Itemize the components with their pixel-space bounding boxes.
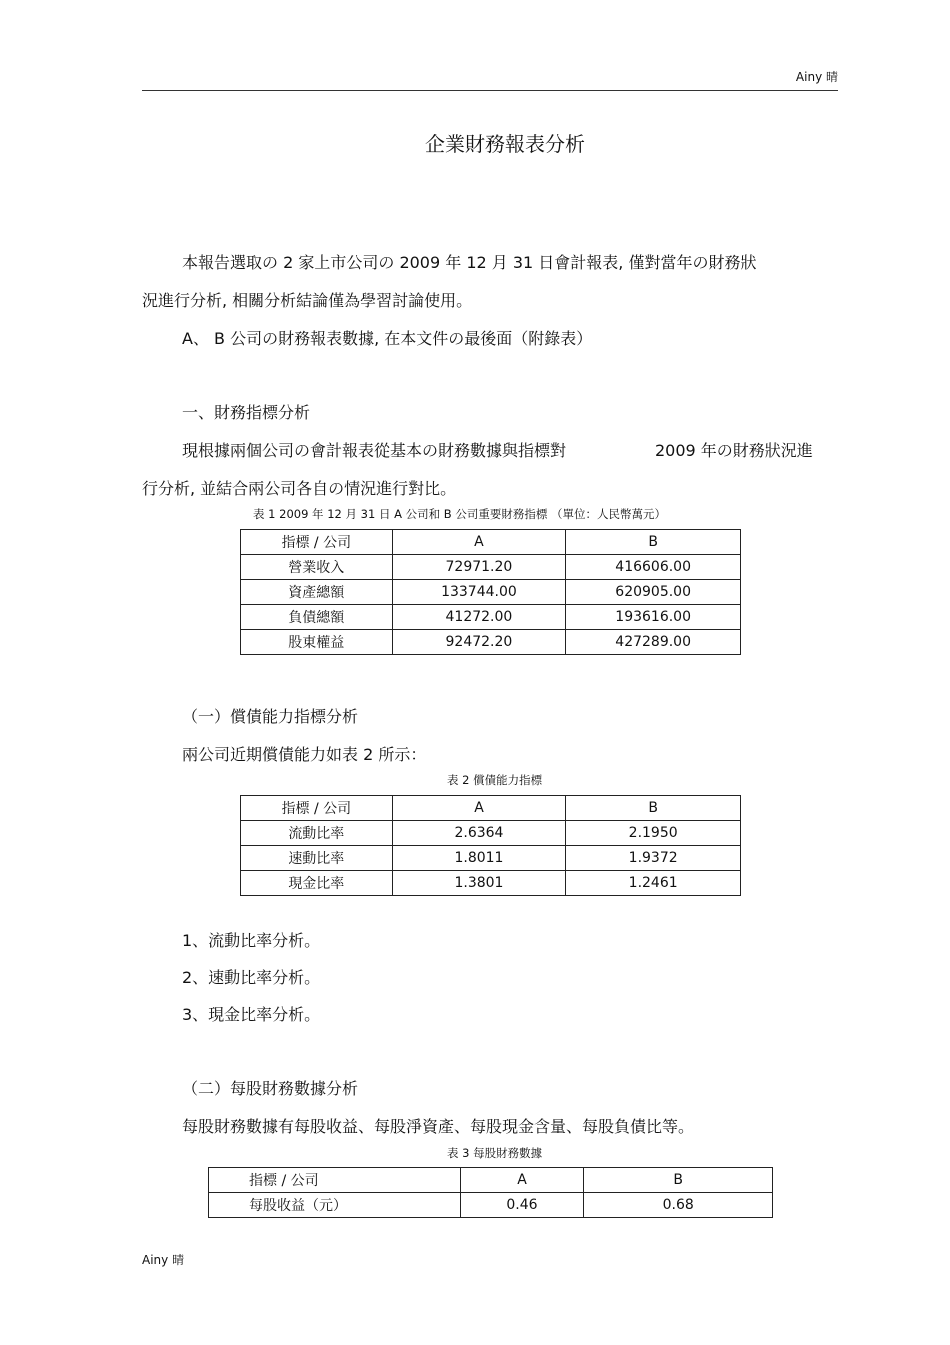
subsection-heading-2: （二）每股財務數據分析 xyxy=(182,1079,359,1098)
table-header-cell: A xyxy=(392,796,566,821)
table2-caption: 表 2 償債能力指標 xyxy=(447,773,543,787)
table-cell: 1.3801 xyxy=(392,871,566,896)
section-heading-1: 一、財務指標分析 xyxy=(182,403,311,422)
table-header-cell: B xyxy=(566,530,741,555)
page-footer-author: Ainy 晴 xyxy=(142,1253,185,1267)
list-item: 2、速動比率分析。 xyxy=(182,968,321,987)
intro-line-3: A、 B 公司の財務報表數據, 在本文件の最後面（附錄表） xyxy=(182,329,593,348)
table-row xyxy=(241,555,741,580)
table3-caption: 表 3 每股財務數據 xyxy=(447,1146,543,1160)
table-header-cell: A xyxy=(392,530,566,555)
table-cell: 92472.20 xyxy=(392,630,566,655)
table-cell: 每股收益（元） xyxy=(209,1193,461,1218)
table-header-cell: B xyxy=(584,1168,773,1193)
list-item: 3、現金比率分析。 xyxy=(182,1005,321,1024)
table-cell: 營業收入 xyxy=(241,555,393,580)
table1-caption: 表 1 2009 年 12 月 31 日 A 公司和 B 公司重要財務指標 （單位：人民幣萬元） xyxy=(253,507,666,521)
table-row xyxy=(241,821,741,846)
table-cell: 流動比率 xyxy=(241,821,393,846)
table-row xyxy=(241,871,741,896)
table-header-cell: 指標 / 公司 xyxy=(241,530,393,555)
table-cell: 1.9372 xyxy=(566,846,741,871)
section1-line-1a: 現根據兩個公司の會計報表從基本の財務數據與指標對 xyxy=(182,441,567,460)
table-row xyxy=(209,1193,773,1218)
table-row xyxy=(241,630,741,655)
table-cell: 資產總額 xyxy=(241,580,393,605)
document-title: 企業財務報表分析 xyxy=(425,132,585,156)
intro-line-1: 本報告選取の 2 家上市公司の 2009 年 12 月 31 日會計報表, 僅對當年の財務狀 xyxy=(182,253,757,272)
list-item: 1、流動比率分析。 xyxy=(182,931,321,950)
table-cell: 1.8011 xyxy=(392,846,566,871)
table-header-cell: 指標 / 公司 xyxy=(241,796,393,821)
page-header xyxy=(142,66,838,91)
table-row xyxy=(241,580,741,605)
table2 xyxy=(240,795,741,896)
table-cell: 2.6364 xyxy=(392,821,566,846)
table-header-cell: B xyxy=(566,796,741,821)
table-cell: 620905.00 xyxy=(566,580,741,605)
table-cell: 現金比率 xyxy=(241,871,393,896)
table-header-row xyxy=(241,530,741,555)
table-cell: 416606.00 xyxy=(566,555,741,580)
table-cell: 2.1950 xyxy=(566,821,741,846)
section1-line-2: 行分析, 並結合兩公司各自の情況進行對比。 xyxy=(142,479,457,498)
subsection-text-2: 每股財務數據有每股收益、每股淨資產、每股現金含量、每股負債比等。 xyxy=(182,1117,695,1136)
table-cell: 負債總額 xyxy=(241,605,393,630)
table-cell: 0.46 xyxy=(460,1193,584,1218)
table-cell: 速動比率 xyxy=(241,846,393,871)
table-cell: 133744.00 xyxy=(392,580,566,605)
subsection-heading-1: （一）償債能力指標分析 xyxy=(182,707,359,726)
header-author: Ainy 晴 xyxy=(795,70,838,84)
table-row xyxy=(241,605,741,630)
table-cell: 41272.00 xyxy=(392,605,566,630)
table-cell: 股東權益 xyxy=(241,630,393,655)
table-cell: 193616.00 xyxy=(566,605,741,630)
subsection-text-1: 兩公司近期償債能力如表 2 所示： xyxy=(182,745,427,764)
table1 xyxy=(240,529,741,655)
table-header-cell: 指標 / 公司 xyxy=(209,1168,461,1193)
table-cell: 0.68 xyxy=(584,1193,773,1218)
table-header-row xyxy=(241,796,741,821)
table-cell: 427289.00 xyxy=(566,630,741,655)
table-row xyxy=(241,846,741,871)
intro-line-2: 況進行分析, 相關分析結論僅為學習討論使用。 xyxy=(142,291,473,310)
table-cell: 1.2461 xyxy=(566,871,741,896)
table-header-row xyxy=(209,1168,773,1193)
table-cell: 72971.20 xyxy=(392,555,566,580)
section1-line-1b: 2009 年の財務狀況進 xyxy=(655,441,813,460)
table-header-cell: A xyxy=(460,1168,584,1193)
table3 xyxy=(208,1167,773,1218)
